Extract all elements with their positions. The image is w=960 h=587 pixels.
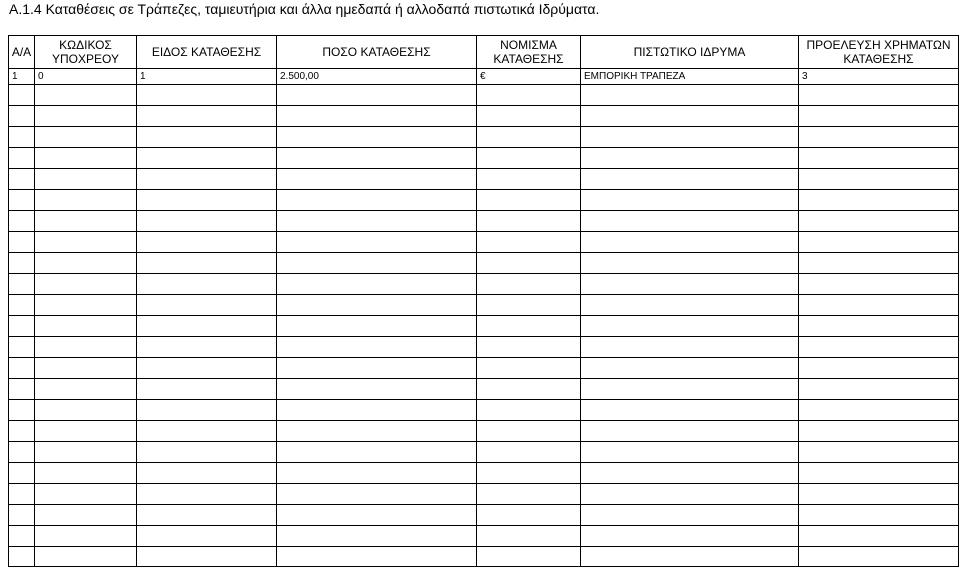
- empty-cell: [9, 169, 35, 190]
- empty-cell: [581, 400, 799, 421]
- empty-row: [9, 106, 959, 127]
- empty-row: [9, 85, 959, 106]
- empty-cell: [9, 421, 35, 442]
- empty-cell: [9, 211, 35, 232]
- empty-cell: [581, 463, 799, 484]
- empty-cell: [35, 316, 137, 337]
- empty-cell: [799, 400, 959, 421]
- empty-cell: [35, 337, 137, 358]
- empty-cell: [581, 505, 799, 526]
- empty-cell: [9, 127, 35, 148]
- empty-cell: [581, 484, 799, 505]
- empty-cell: [9, 85, 35, 106]
- empty-cell: [277, 316, 477, 337]
- empty-row: [9, 337, 959, 358]
- empty-cell: [581, 253, 799, 274]
- empty-cell: [277, 463, 477, 484]
- empty-cell: [581, 316, 799, 337]
- empty-cell: [137, 274, 277, 295]
- empty-cell: [477, 274, 581, 295]
- empty-cell: [9, 232, 35, 253]
- empty-cell: [799, 526, 959, 547]
- empty-cell: [477, 127, 581, 148]
- empty-cell: [277, 358, 477, 379]
- empty-cell: [799, 106, 959, 127]
- empty-row: [9, 169, 959, 190]
- empty-cell: [35, 127, 137, 148]
- empty-cell: [35, 484, 137, 505]
- empty-cell: [137, 295, 277, 316]
- empty-cell: [477, 400, 581, 421]
- empty-cell: [9, 442, 35, 463]
- header-deposit-currency: ΝΟΜΙΣΜΑ ΚΑΤΑΘΕΣΗΣ: [477, 36, 581, 69]
- empty-cell: [799, 379, 959, 400]
- empty-cell: [137, 148, 277, 169]
- empty-cell: [137, 358, 277, 379]
- empty-cell: [137, 484, 277, 505]
- empty-cell: [477, 505, 581, 526]
- empty-cell: [9, 295, 35, 316]
- empty-cell: [137, 85, 277, 106]
- empty-cell: [277, 379, 477, 400]
- empty-cell: [35, 421, 137, 442]
- empty-cell: [799, 232, 959, 253]
- cell-credit-institution: ΕΜΠΟΡΙΚΗ ΤΡΑΠΕΖΑ: [581, 69, 799, 85]
- empty-row: [9, 547, 959, 567]
- empty-cell: [137, 526, 277, 547]
- empty-row: [9, 505, 959, 526]
- empty-row: [9, 295, 959, 316]
- empty-cell: [35, 463, 137, 484]
- empty-cell: [35, 547, 137, 567]
- empty-cell: [35, 253, 137, 274]
- empty-cell: [581, 106, 799, 127]
- section-title: A.1.4 Καταθέσεις σε Τράπεζες, ταμιευτήρια και άλλα ημεδαπά ή αλλοδαπά πιστωτικά Ιδρύματα.: [9, 1, 600, 17]
- empty-cell: [581, 337, 799, 358]
- header-deposit-amount: ΠΟΣΟ ΚΑΤΑΘΕΣΗΣ: [277, 36, 477, 69]
- empty-cell: [277, 442, 477, 463]
- empty-cell: [277, 169, 477, 190]
- empty-cell: [277, 253, 477, 274]
- empty-cell: [137, 232, 277, 253]
- empty-cell: [477, 547, 581, 567]
- empty-cell: [137, 505, 277, 526]
- empty-cell: [799, 211, 959, 232]
- empty-cell: [137, 547, 277, 567]
- empty-cell: [9, 484, 35, 505]
- empty-cell: [799, 148, 959, 169]
- empty-cell: [799, 484, 959, 505]
- empty-cell: [137, 421, 277, 442]
- empty-cell: [477, 316, 581, 337]
- empty-cell: [35, 295, 137, 316]
- empty-cell: [137, 253, 277, 274]
- empty-cell: [799, 253, 959, 274]
- header-aa: Α/Α: [9, 36, 35, 69]
- empty-cell: [9, 274, 35, 295]
- empty-cell: [581, 127, 799, 148]
- empty-cell: [799, 295, 959, 316]
- empty-cell: [581, 442, 799, 463]
- empty-row: [9, 379, 959, 400]
- empty-cell: [581, 379, 799, 400]
- table-row: [9, 69, 959, 85]
- empty-cell: [137, 400, 277, 421]
- empty-cell: [137, 316, 277, 337]
- empty-cell: [477, 169, 581, 190]
- empty-cell: [277, 400, 477, 421]
- empty-cell: [35, 505, 137, 526]
- header-funds-origin: ΠΡΟΕΛΕΥΣΗ ΧΡΗΜΑΤΩΝ ΚΑΤΑΘΕΣΗΣ: [799, 36, 959, 69]
- empty-cell: [799, 274, 959, 295]
- empty-cell: [799, 169, 959, 190]
- empty-cell: [277, 421, 477, 442]
- empty-cell: [581, 421, 799, 442]
- empty-cell: [277, 106, 477, 127]
- empty-cell: [581, 358, 799, 379]
- empty-cell: [9, 106, 35, 127]
- empty-cell: [277, 211, 477, 232]
- empty-cell: [35, 442, 137, 463]
- empty-cell: [9, 358, 35, 379]
- empty-cell: [477, 463, 581, 484]
- empty-cell: [35, 274, 137, 295]
- empty-cell: [277, 127, 477, 148]
- empty-cell: [9, 190, 35, 211]
- empty-cell: [35, 232, 137, 253]
- empty-cell: [9, 400, 35, 421]
- empty-cell: [35, 106, 137, 127]
- empty-cell: [799, 421, 959, 442]
- empty-cell: [581, 232, 799, 253]
- cell-obligor-code: 0: [35, 69, 137, 85]
- empty-row: [9, 421, 959, 442]
- empty-cell: [9, 337, 35, 358]
- empty-cell: [581, 169, 799, 190]
- cell-deposit-amount: 2.500,00: [277, 69, 477, 85]
- empty-cell: [799, 442, 959, 463]
- empty-cell: [277, 505, 477, 526]
- empty-cell: [477, 442, 581, 463]
- empty-row: [9, 232, 959, 253]
- empty-cell: [477, 106, 581, 127]
- cell-deposit-type: 1: [137, 69, 277, 85]
- empty-row: [9, 442, 959, 463]
- empty-cell: [477, 379, 581, 400]
- empty-cell: [581, 526, 799, 547]
- cell-deposit-currency: €: [477, 69, 581, 85]
- empty-cell: [35, 148, 137, 169]
- empty-cell: [799, 547, 959, 567]
- empty-cell: [9, 379, 35, 400]
- empty-cell: [137, 190, 277, 211]
- empty-row: [9, 463, 959, 484]
- empty-row: [9, 358, 959, 379]
- empty-cell: [277, 526, 477, 547]
- empty-cell: [137, 463, 277, 484]
- empty-cell: [137, 211, 277, 232]
- empty-cell: [581, 85, 799, 106]
- empty-row: [9, 400, 959, 421]
- empty-cell: [277, 190, 477, 211]
- empty-cell: [477, 148, 581, 169]
- empty-cell: [35, 379, 137, 400]
- empty-cell: [581, 190, 799, 211]
- empty-cell: [477, 421, 581, 442]
- empty-cell: [9, 547, 35, 567]
- empty-row: [9, 211, 959, 232]
- empty-cell: [799, 316, 959, 337]
- empty-cell: [9, 505, 35, 526]
- empty-cell: [137, 379, 277, 400]
- empty-cell: [477, 190, 581, 211]
- empty-cell: [581, 547, 799, 567]
- empty-cell: [799, 127, 959, 148]
- empty-cell: [9, 463, 35, 484]
- empty-cell: [277, 232, 477, 253]
- empty-cell: [277, 547, 477, 567]
- empty-cell: [477, 484, 581, 505]
- empty-cell: [277, 148, 477, 169]
- empty-cell: [9, 316, 35, 337]
- empty-cell: [799, 337, 959, 358]
- empty-cell: [137, 442, 277, 463]
- empty-cell: [35, 169, 137, 190]
- cell-aa: 1: [9, 69, 35, 85]
- empty-cell: [35, 190, 137, 211]
- empty-cell: [581, 295, 799, 316]
- empty-cell: [477, 211, 581, 232]
- empty-cell: [9, 253, 35, 274]
- empty-cell: [35, 400, 137, 421]
- empty-cell: [477, 295, 581, 316]
- header-deposit-type: ΕΙΔΟΣ ΚΑΤΑΘΕΣΗΣ: [137, 36, 277, 69]
- cell-funds-origin: 3: [799, 69, 959, 85]
- empty-cell: [477, 358, 581, 379]
- empty-cell: [581, 148, 799, 169]
- empty-row: [9, 274, 959, 295]
- empty-cell: [799, 190, 959, 211]
- empty-cell: [137, 106, 277, 127]
- empty-cell: [477, 85, 581, 106]
- empty-cell: [9, 526, 35, 547]
- empty-row: [9, 127, 959, 148]
- empty-cell: [35, 85, 137, 106]
- empty-cell: [137, 169, 277, 190]
- empty-row: [9, 484, 959, 505]
- empty-row: [9, 190, 959, 211]
- empty-cell: [35, 526, 137, 547]
- empty-cell: [35, 358, 137, 379]
- empty-cell: [799, 85, 959, 106]
- empty-cell: [477, 337, 581, 358]
- header-credit-institution: ΠΙΣΤΩΤΙΚΟ ΙΔΡΥΜΑ: [581, 36, 799, 69]
- empty-row: [9, 148, 959, 169]
- header-obligor-code: ΚΩΔΙΚΟΣ ΥΠΟΧΡΕΟΥ: [35, 36, 137, 69]
- empty-cell: [477, 253, 581, 274]
- empty-cell: [277, 274, 477, 295]
- empty-cell: [277, 337, 477, 358]
- empty-cell: [137, 127, 277, 148]
- empty-cell: [9, 148, 35, 169]
- table-header-row: [9, 36, 959, 69]
- empty-row: [9, 526, 959, 547]
- empty-cell: [581, 211, 799, 232]
- empty-cell: [477, 232, 581, 253]
- empty-cell: [477, 526, 581, 547]
- empty-row: [9, 316, 959, 337]
- empty-cell: [277, 484, 477, 505]
- empty-cell: [799, 463, 959, 484]
- empty-row: [9, 253, 959, 274]
- empty-cell: [799, 505, 959, 526]
- deposits-table: [8, 35, 959, 567]
- empty-cell: [137, 337, 277, 358]
- empty-cell: [581, 274, 799, 295]
- empty-cell: [799, 358, 959, 379]
- empty-cell: [277, 295, 477, 316]
- empty-cell: [277, 85, 477, 106]
- empty-cell: [35, 211, 137, 232]
